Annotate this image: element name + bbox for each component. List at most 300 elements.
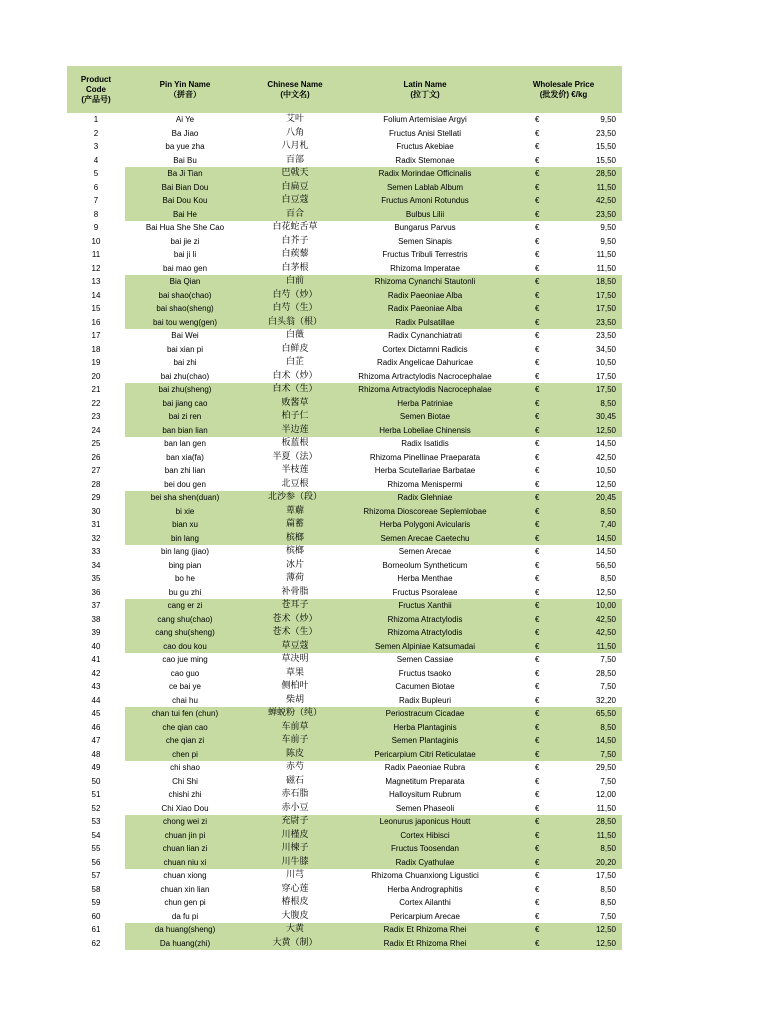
price-value-cell: 17,50 xyxy=(595,385,616,394)
latin-name-cell: Pericarpium Citri Reticulatae xyxy=(374,749,476,759)
header-chinese-line2: (中文名) xyxy=(280,89,310,99)
pinyin-name-cell: ba yue zha xyxy=(165,142,205,151)
currency-cell: € xyxy=(535,304,540,313)
chinese-name-cell: 北沙参（段） xyxy=(267,492,322,502)
latin-name-cell: Herba Lobeliae Chinensis xyxy=(379,425,471,435)
price-value-cell: 17,50 xyxy=(595,304,616,313)
header-code-line1: Product xyxy=(80,74,112,84)
pinyin-name-cell: chan tui fen (chun) xyxy=(151,709,219,718)
header-chinese-name xyxy=(245,66,345,113)
pinyin-name-cell: chi shao xyxy=(170,763,200,772)
latin-name-cell: Radix Et Rhizoma Rhei xyxy=(383,925,467,934)
price-value-cell: 65,50 xyxy=(595,709,616,718)
chinese-name-cell: 白扁豆 xyxy=(281,181,309,192)
currency-cell: € xyxy=(535,830,540,840)
product-code-cell: 23 xyxy=(91,412,101,421)
price-value-cell: 12,50 xyxy=(595,938,616,948)
latin-name-cell: Radix Glehniae xyxy=(397,493,453,502)
chinese-name-cell: 白芥子 xyxy=(281,235,309,246)
chinese-name-cell: 半枝莲 xyxy=(281,465,309,475)
table-row xyxy=(67,221,622,235)
currency-cell: € xyxy=(535,925,540,934)
table-row xyxy=(67,478,622,492)
pinyin-name-cell: bai zhu(sheng) xyxy=(158,385,212,394)
table-row xyxy=(67,383,622,397)
pinyin-name-cell: chuan xin lian xyxy=(160,884,210,894)
pinyin-name-cell: cao jue ming xyxy=(162,655,208,664)
product-code-cell: 46 xyxy=(91,722,101,732)
currency-cell: € xyxy=(535,533,540,543)
currency-cell: € xyxy=(535,155,540,165)
currency-cell: € xyxy=(535,709,540,718)
latin-name-cell: Radix Bupleuri xyxy=(398,695,452,705)
latin-name-cell: Semen Phaseoli xyxy=(395,803,455,813)
chinese-name-cell: 白芍（生） xyxy=(272,303,318,313)
product-code-cell: 41 xyxy=(91,655,101,664)
chinese-name-cell: 川楝子 xyxy=(281,843,309,853)
table-row xyxy=(67,343,622,357)
latin-name-cell: Fructus Amoni Rotundus xyxy=(381,196,469,205)
currency-cell: € xyxy=(535,115,540,124)
currency-cell: € xyxy=(535,587,540,597)
pinyin-name-cell: chun gen pi xyxy=(164,898,206,907)
table-row xyxy=(67,721,622,735)
product-code-cell: 36 xyxy=(91,587,101,597)
chinese-name-cell: 白茅根 xyxy=(281,262,309,273)
price-value-cell: 7,50 xyxy=(600,911,616,921)
product-code-cell: 37 xyxy=(91,601,101,610)
currency-cell: € xyxy=(535,250,540,259)
product-code-cell: 49 xyxy=(91,763,101,772)
product-code-cell: 7 xyxy=(93,196,99,205)
price-value-cell: 28,50 xyxy=(595,817,616,826)
table-row xyxy=(67,302,622,316)
product-code-cell: 62 xyxy=(91,938,101,948)
price-value-cell: 7,40 xyxy=(600,520,616,529)
chinese-name-cell: 北豆根 xyxy=(281,478,309,489)
product-code-cell: 53 xyxy=(91,817,101,826)
price-value-cell: 23,50 xyxy=(595,128,616,138)
pinyin-name-cell: cang er zi xyxy=(167,601,203,610)
product-code-cell: 48 xyxy=(91,749,101,759)
latin-name-cell: Semen Sinapis xyxy=(398,236,452,246)
chinese-name-cell: 草果 xyxy=(285,667,304,678)
chinese-name-cell: 川芎 xyxy=(285,870,304,880)
latin-name-cell: Herba Scutellariae Barbatae xyxy=(374,466,476,475)
chinese-name-cell: 车前草 xyxy=(281,721,309,732)
header-price-line2: (批发价) €/kg xyxy=(539,89,588,99)
table-row xyxy=(67,802,622,816)
currency-cell: € xyxy=(535,641,540,651)
table-row xyxy=(67,113,622,127)
chinese-name-cell: 百部 xyxy=(285,154,304,165)
currency-cell: € xyxy=(535,371,540,381)
table-row xyxy=(67,437,622,451)
table-row xyxy=(67,667,622,681)
pinyin-name-cell: ban xia(fa) xyxy=(166,452,204,462)
currency-cell: € xyxy=(535,547,540,556)
price-value-cell: 14,50 xyxy=(595,736,616,745)
table-row xyxy=(67,140,622,154)
table-row xyxy=(67,748,622,762)
price-value-cell: 12,50 xyxy=(595,425,616,435)
chinese-name-cell: 八月札 xyxy=(281,141,309,151)
product-code-cell: 39 xyxy=(91,628,101,637)
price-value-cell: 30,45 xyxy=(595,412,616,421)
latin-name-cell: Pericarpium Arecae xyxy=(390,911,460,921)
currency-cell: € xyxy=(535,520,540,529)
product-code-cell: 50 xyxy=(91,776,101,786)
pinyin-name-cell: Ba Jiao xyxy=(171,128,199,138)
table-row xyxy=(67,923,622,937)
currency-cell: € xyxy=(535,776,540,786)
chinese-name-cell: 白豆蔻 xyxy=(281,195,309,205)
product-code-cell: 35 xyxy=(91,574,101,583)
product-code-cell: 59 xyxy=(91,898,101,907)
pinyin-name-cell: bu gu zhi xyxy=(168,587,202,597)
product-code-cell: 2 xyxy=(93,128,99,138)
table-row xyxy=(67,181,622,195)
table-row xyxy=(67,815,622,829)
product-code-cell: 55 xyxy=(91,844,101,853)
latin-name-cell: Radix Paeoniae Alba xyxy=(387,304,463,313)
pinyin-name-cell: bin lang xyxy=(170,533,200,543)
chinese-name-cell: 萹蓄 xyxy=(285,519,304,529)
latin-name-cell: Radix Stemonae xyxy=(395,155,455,165)
currency-cell: € xyxy=(535,236,540,246)
table-row xyxy=(67,856,622,870)
latin-name-cell: Radix Cynanchiatrati xyxy=(388,331,462,340)
price-value-cell: 7,50 xyxy=(600,749,616,759)
pinyin-name-cell: Bia Qian xyxy=(169,277,201,286)
pinyin-name-cell: chishi zhi xyxy=(168,790,202,799)
pinyin-name-cell: bai zhi xyxy=(173,358,197,367)
chinese-name-cell: 赤石脂 xyxy=(281,789,309,799)
chinese-name-cell: 槟榔 xyxy=(285,546,304,556)
pinyin-name-cell: Da huang(zhi) xyxy=(159,938,211,948)
price-value-cell: 14,50 xyxy=(595,547,616,556)
price-value-cell: 18,50 xyxy=(595,277,616,286)
latin-name-cell: Rhizoma Imperatae xyxy=(390,263,460,273)
currency-cell: € xyxy=(535,844,540,853)
product-code-cell: 12 xyxy=(91,263,101,273)
currency-cell: € xyxy=(535,763,540,772)
currency-cell: € xyxy=(535,736,540,745)
chinese-name-cell: 大腹皮 xyxy=(281,910,309,921)
price-value-cell: 34,50 xyxy=(595,344,616,354)
latin-name-cell: Semen Alpiniae Katsumadai xyxy=(374,641,476,651)
table-row xyxy=(67,788,622,802)
chinese-name-cell: 苍耳子 xyxy=(281,600,309,610)
currency-cell: € xyxy=(535,601,540,610)
table-row xyxy=(67,275,622,289)
pinyin-name-cell: bai shao(sheng) xyxy=(156,304,214,313)
currency-cell: € xyxy=(535,439,540,448)
product-code-cell: 30 xyxy=(91,506,101,516)
product-code-cell: 3 xyxy=(93,142,99,151)
price-list-table xyxy=(67,66,622,950)
chinese-name-cell: 白蒺藜 xyxy=(281,249,309,259)
chinese-name-cell: 白术（生） xyxy=(272,384,318,394)
product-code-cell: 25 xyxy=(91,439,101,448)
pinyin-name-cell: bei dou gen xyxy=(164,479,206,489)
header-product-code xyxy=(67,66,125,113)
product-code-cell: 26 xyxy=(91,452,101,462)
chinese-name-cell: 大黄（制） xyxy=(272,937,318,948)
currency-cell: € xyxy=(535,263,540,273)
price-value-cell: 8,50 xyxy=(600,398,616,408)
price-value-cell: 11,50 xyxy=(596,641,616,651)
price-value-cell: 10,00 xyxy=(595,601,616,610)
currency-cell: € xyxy=(535,857,540,867)
latin-name-cell: Herba Plantaginis xyxy=(393,722,457,732)
latin-name-cell: Radix Isatidis xyxy=(401,439,449,448)
pinyin-name-cell: bing pian xyxy=(168,560,202,570)
chinese-name-cell: 侧柏叶 xyxy=(281,681,309,691)
table-row xyxy=(67,559,622,573)
pinyin-name-cell: cao dou kou xyxy=(163,641,207,651)
product-code-cell: 44 xyxy=(91,695,101,705)
table-row xyxy=(67,613,622,627)
table-row xyxy=(67,194,622,208)
price-value-cell: 20,20 xyxy=(595,857,616,867)
table-row xyxy=(67,761,622,775)
currency-cell: € xyxy=(535,560,540,570)
latin-name-cell: Fructus Tribuli Terrestris xyxy=(382,250,468,259)
price-value-cell: 28,50 xyxy=(595,169,616,178)
currency-cell: € xyxy=(535,412,540,421)
currency-cell: € xyxy=(535,695,540,705)
product-code-cell: 5 xyxy=(93,169,99,178)
chinese-name-cell: 白薇 xyxy=(285,330,304,340)
latin-name-cell: Leonurus japonicus Houtt xyxy=(379,817,471,826)
price-value-cell: 11,50 xyxy=(596,263,616,273)
currency-cell: € xyxy=(535,817,540,826)
price-value-cell: 17,50 xyxy=(595,290,616,300)
price-value-cell: 11,50 xyxy=(596,250,616,259)
pinyin-name-cell: Chi Xiao Dou xyxy=(161,803,209,813)
table-row xyxy=(67,451,622,465)
table-row xyxy=(67,370,622,384)
pinyin-name-cell: chai hu xyxy=(172,695,198,705)
price-value-cell: 10,50 xyxy=(595,358,616,367)
pinyin-name-cell: Bai He xyxy=(172,209,197,219)
chinese-name-cell: 穿心莲 xyxy=(281,883,309,894)
product-code-cell: 24 xyxy=(91,425,101,435)
product-code-cell: 52 xyxy=(91,803,101,813)
table-row xyxy=(67,397,622,411)
table-row xyxy=(67,572,622,586)
chinese-name-cell: 冰片 xyxy=(285,559,304,570)
table-row xyxy=(67,694,622,708)
price-value-cell: 32,20 xyxy=(595,695,616,705)
pinyin-name-cell: Bai Bu xyxy=(173,155,197,165)
currency-cell: € xyxy=(535,452,540,462)
table-header xyxy=(67,66,622,113)
latin-name-cell: Halloysitum Rubrum xyxy=(388,790,462,799)
table-row xyxy=(67,883,622,897)
latin-name-cell: Fructus Psoraleae xyxy=(392,587,458,597)
price-value-cell: 17,50 xyxy=(595,871,616,880)
chinese-name-cell: 白鲜皮 xyxy=(281,343,309,354)
header-pinyin-line2: （拼音） xyxy=(169,89,201,99)
currency-cell: € xyxy=(535,317,540,327)
table-row xyxy=(67,464,622,478)
pinyin-name-cell: bai zhu(chao) xyxy=(160,371,210,381)
pinyin-name-cell: da fu pi xyxy=(171,911,199,921)
currency-cell: € xyxy=(535,614,540,624)
pinyin-name-cell: chen pi xyxy=(172,749,198,759)
product-code-cell: 40 xyxy=(91,641,101,651)
table-row xyxy=(67,734,622,748)
pinyin-name-cell: bai jiang cao xyxy=(162,398,208,408)
price-value-cell: 9,50 xyxy=(600,236,616,246)
product-code-cell: 21 xyxy=(91,385,101,394)
table-row xyxy=(67,248,622,262)
latin-name-cell: Cortex Hibisci xyxy=(400,830,450,840)
pinyin-name-cell: chong wei zi xyxy=(162,817,208,826)
product-code-cell: 45 xyxy=(91,709,101,718)
product-code-cell: 9 xyxy=(93,223,99,232)
price-value-cell: 15,50 xyxy=(595,142,616,151)
table-row xyxy=(67,316,622,330)
table-row xyxy=(67,167,622,181)
currency-cell: € xyxy=(535,277,540,286)
chinese-name-cell: 巴戟天 xyxy=(281,168,309,178)
price-value-cell: 11,50 xyxy=(596,830,616,840)
price-value-cell: 12,50 xyxy=(595,479,616,489)
latin-name-cell: Magnetitum Preparata xyxy=(385,776,465,786)
product-code-cell: 27 xyxy=(91,466,101,475)
price-value-cell: 7,50 xyxy=(600,776,616,786)
table-row xyxy=(67,640,622,654)
chinese-name-cell: 柴胡 xyxy=(285,694,304,705)
price-value-cell: 15,50 xyxy=(595,155,616,165)
product-code-cell: 32 xyxy=(91,533,101,543)
price-value-cell: 29,50 xyxy=(595,763,616,772)
price-value-cell: 28,50 xyxy=(595,668,616,678)
price-value-cell: 8,50 xyxy=(600,722,616,732)
product-code-cell: 31 xyxy=(91,520,101,529)
latin-name-cell: Fructus Akebiae xyxy=(396,142,454,151)
latin-name-cell: Fructus Xanthii xyxy=(398,601,452,610)
pinyin-name-cell: bai xian pi xyxy=(166,344,204,354)
chinese-name-cell: 半边莲 xyxy=(281,424,309,435)
price-value-cell: 14,50 xyxy=(595,533,616,543)
table-row xyxy=(67,235,622,249)
table-row xyxy=(67,937,622,951)
latin-name-cell: Semen Biotae xyxy=(399,412,451,421)
chinese-name-cell: 萆薢 xyxy=(285,505,304,516)
product-code-cell: 13 xyxy=(91,277,101,286)
table-row xyxy=(67,262,622,276)
pinyin-name-cell: bin lang (jiao) xyxy=(160,547,210,556)
product-code-cell: 42 xyxy=(91,668,101,678)
price-value-cell: 56,50 xyxy=(595,560,616,570)
price-value-cell: 17,50 xyxy=(595,371,616,381)
product-code-cell: 1 xyxy=(93,115,99,124)
currency-cell: € xyxy=(535,493,540,502)
pinyin-name-cell: ban lan gen xyxy=(164,439,206,448)
chinese-name-cell: 陈皮 xyxy=(285,748,304,759)
product-code-cell: 19 xyxy=(91,358,101,367)
latin-name-cell: Rhizoma Menispermi xyxy=(387,479,463,489)
pinyin-name-cell: Ai Ye xyxy=(175,115,195,124)
pinyin-name-cell: bi xie xyxy=(175,506,195,516)
pinyin-name-cell: cang shu(chao) xyxy=(157,614,213,624)
chinese-name-cell: 草豆蔻 xyxy=(281,640,309,651)
latin-name-cell: Folium Artemisiae Argyi xyxy=(383,115,467,124)
currency-cell: € xyxy=(535,479,540,489)
latin-name-cell: Borneolum Syntheticum xyxy=(382,560,468,570)
pinyin-name-cell: che qian cao xyxy=(162,722,208,732)
latin-name-cell: Radix Cyathulae xyxy=(395,857,455,867)
currency-cell: € xyxy=(535,911,540,921)
product-code-cell: 60 xyxy=(91,911,101,921)
pinyin-name-cell: bo he xyxy=(174,574,196,583)
latin-name-cell: Fructus tsaoko xyxy=(398,668,452,678)
header-latin-line1: Latin Name xyxy=(403,79,447,89)
chinese-name-cell: 白头翁（根） xyxy=(267,316,322,327)
currency-cell: € xyxy=(535,182,540,192)
price-value-cell: 11,50 xyxy=(596,182,616,192)
pinyin-name-cell: bai jie zi xyxy=(170,236,200,246)
product-code-cell: 15 xyxy=(91,304,101,313)
currency-cell: € xyxy=(535,358,540,367)
product-code-cell: 56 xyxy=(91,857,101,867)
product-code-cell: 10 xyxy=(91,236,101,246)
latin-name-cell: Semen Arecae xyxy=(398,547,452,556)
currency-cell: € xyxy=(535,682,540,691)
product-code-cell: 33 xyxy=(91,547,101,556)
price-value-cell: 42,50 xyxy=(595,196,616,205)
currency-cell: € xyxy=(535,668,540,678)
price-value-cell: 8,50 xyxy=(600,574,616,583)
latin-name-cell: Rhizoma Atractylodis xyxy=(387,628,463,637)
header-pinyin-line1: Pin Yin Name xyxy=(159,79,211,89)
price-value-cell: 12,50 xyxy=(595,587,616,597)
price-value-cell: 7,50 xyxy=(600,655,616,664)
pinyin-name-cell: cao guo xyxy=(170,668,200,678)
header-price-line1: Wholesale Price xyxy=(532,79,595,89)
latin-name-cell: Rhizoma Cynanchi Stautonli xyxy=(374,277,476,286)
price-value-cell: 14,50 xyxy=(595,439,616,448)
table-body xyxy=(67,113,622,950)
table-row xyxy=(67,869,622,883)
header-chinese-line1: Chinese Name xyxy=(267,79,323,89)
chinese-name-cell: 败酱草 xyxy=(281,397,309,408)
latin-name-cell: Semen Lablab Album xyxy=(386,182,464,192)
chinese-name-cell: 八角 xyxy=(285,127,304,138)
table-row xyxy=(67,410,622,424)
latin-name-cell: Rhizoma Artractylodis Nacrocephalae xyxy=(358,385,492,394)
pinyin-name-cell: ban bian lian xyxy=(162,425,208,435)
price-value-cell: 42,50 xyxy=(595,452,616,462)
latin-name-cell: Semen Cassiae xyxy=(396,655,454,664)
chinese-name-cell: 赤芍 xyxy=(285,762,304,772)
currency-cell: € xyxy=(535,223,540,232)
product-code-cell: 20 xyxy=(91,371,101,381)
table-row xyxy=(67,289,622,303)
table-row xyxy=(67,599,622,613)
currency-cell: € xyxy=(535,506,540,516)
product-code-cell: 8 xyxy=(93,209,99,219)
currency-cell: € xyxy=(535,196,540,205)
currency-cell: € xyxy=(535,425,540,435)
product-code-cell: 14 xyxy=(91,290,101,300)
latin-name-cell: Semen Plantaginis xyxy=(391,736,459,745)
table-row xyxy=(67,829,622,843)
